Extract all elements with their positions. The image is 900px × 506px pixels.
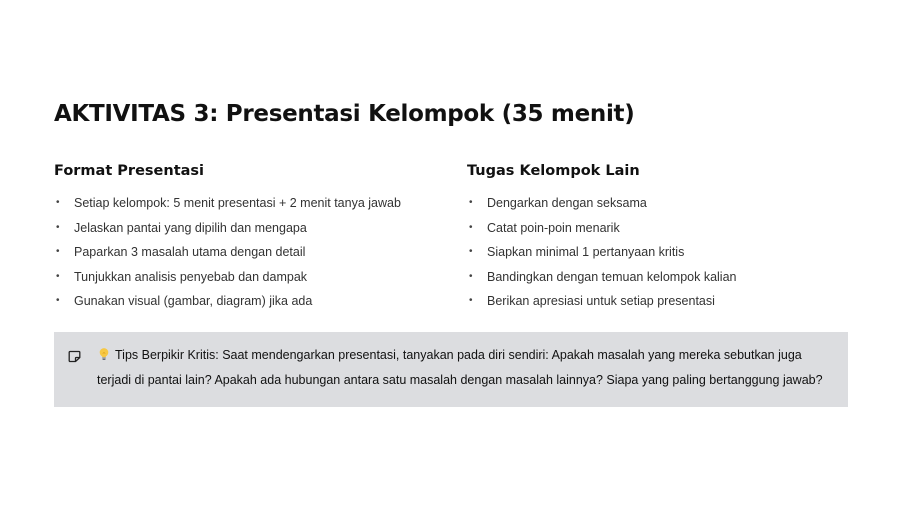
bullet-icon: • — [56, 270, 60, 282]
note-icon — [68, 350, 81, 363]
list-item-text: Jelaskan pantai yang dipilih dan mengapa — [74, 220, 307, 235]
list-item-text: Catat poin-poin menarik — [487, 220, 620, 235]
bullet-list — [54, 191, 434, 314]
lightbulb-icon — [97, 347, 111, 361]
list-item-text: Bandingkan dengan temuan kelompok kalian — [487, 269, 737, 284]
list-item-text: Setiap kelompok: 5 menit presentasi + 2 menit tanya jawab — [74, 196, 401, 210]
bullet-icon: • — [469, 295, 473, 307]
bullet-icon: • — [56, 246, 60, 258]
list-item — [467, 191, 847, 216]
list-item — [467, 265, 847, 290]
list-item — [467, 289, 847, 314]
tip-text-block — [97, 343, 837, 393]
list-item — [54, 265, 434, 290]
list-item-text: Gunakan visual (gambar, diagram) jika ada — [74, 294, 313, 309]
list-item — [54, 191, 434, 216]
list-item — [467, 240, 847, 265]
format-presentasi-column — [54, 160, 434, 314]
bullet-icon: • — [56, 197, 60, 208]
list-item — [54, 216, 434, 241]
list-item — [54, 289, 434, 314]
list-item-text: Berikan apresiasi untuk setiap presentasi — [487, 294, 715, 309]
bullet-icon: • — [56, 295, 60, 307]
bullet-icon: • — [469, 197, 473, 208]
list-item — [467, 216, 847, 241]
slide-title: AKTIVITAS 3: Presentasi Kelompok (35 menit) — [54, 101, 635, 127]
tip-text: Tips Berpikir Kritis: Saat mendengarkan presentasi, tanyakan pada diri sendiri: Apakah masalah yang mereka sebutkan juga terjadi di pantai lain? Apakah ada hubungan antara satu masalah dengan masalah lainnya? Siapa yang paling bertanggung jawab? — [97, 348, 823, 387]
list-item-text: Siapkan minimal 1 pertanyaan kritis — [487, 245, 685, 260]
list-item-text: Tunjukkan analisis penyebab dan dampak — [74, 269, 308, 284]
bullet-icon: • — [469, 221, 473, 233]
bullet-icon: • — [469, 246, 473, 258]
bullet-list — [467, 191, 847, 314]
column-heading: Format Presentasi — [54, 163, 205, 179]
tip-callout — [54, 332, 848, 407]
slide — [54, 98, 848, 387]
columns — [54, 160, 848, 310]
list-item-text: Dengarkan dengan seksama — [487, 196, 647, 210]
list-item — [54, 240, 434, 265]
column-heading: Tugas Kelompok Lain — [467, 163, 640, 179]
tugas-kelompok-lain-column — [467, 160, 847, 314]
list-item-text: Paparkan 3 masalah utama dengan detail — [74, 245, 306, 260]
bullet-icon: • — [469, 270, 473, 282]
bullet-icon: • — [56, 221, 60, 233]
